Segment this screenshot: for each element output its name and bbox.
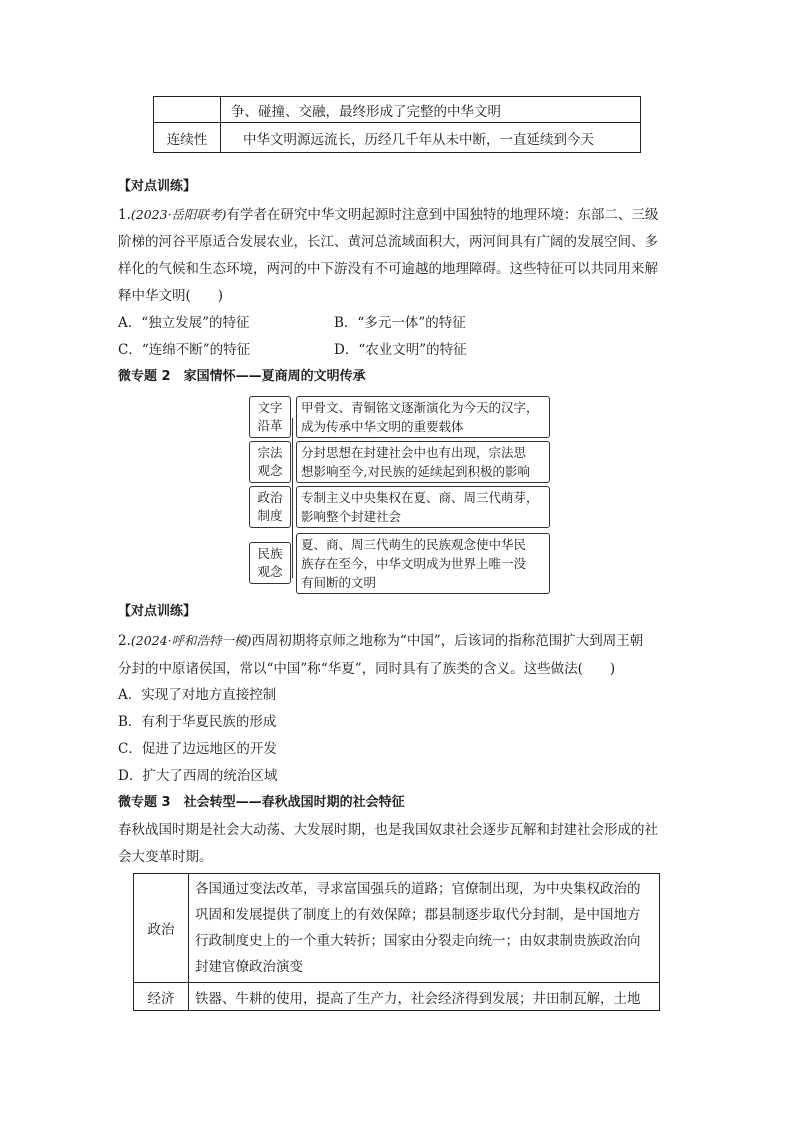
table-text-cell: 铁器、牛耕的使用，提高了生产力，社会经济得到发展；井田制瓦解，土地 <box>189 983 660 1011</box>
diagram-tag: 民族 观念 <box>249 542 291 584</box>
option-b: B．“多元一体”的特征 <box>334 315 466 331</box>
table-label-cell: 政治 <box>134 874 189 983</box>
question-1-line-4: 释中华文明( ) <box>118 288 224 304</box>
question-number: 2. <box>118 633 131 649</box>
table-text-cell: 各国通过变法改革，寻求富国强兵的道路；官僚制出现，为中央集权政治的 巩固和发展提供了制度上的有效保障；郡县制逐步取代分封制，是中国地方 行政制度史上的一个重大转折；国家由分裂走向统一；由奴隶制贵族政治向 封建官僚政治演变 <box>189 874 660 983</box>
question-source: (2024·呼和浩特一模) <box>130 633 252 648</box>
diagram-description: 分封思想在封建社会中也有出现，宗法思 想影响至今,对民族的延续起到积极的影响 <box>296 441 550 483</box>
table-label-cell <box>154 97 221 123</box>
table-text-cell: 中华文明源远流长，历经几千年从未中断，一直延续到今天 <box>221 123 641 153</box>
intro-line-2: 会大变革时期。 <box>118 849 213 865</box>
top-table <box>153 96 641 153</box>
intro-line-1: 春秋战国时期是社会大动荡、大发展时期，也是我国奴隶社会逐步瓦解和封建社会形成的社 <box>118 822 658 838</box>
question-1-line-2: 阶梯的河谷平原适合发展农业，长江、黄河总流域面积大，两河间具有广阔的发展空间、多 <box>118 234 658 250</box>
option-a: A．“独立发展”的特征 <box>118 315 250 331</box>
table-label-cell: 连续性 <box>154 123 221 153</box>
option-c: C．“连绵不断”的特征 <box>118 342 251 358</box>
section-heading: 【对点训练】 <box>118 604 197 619</box>
question-1-line-3: 样化的气候和生态环境，两河的中下游没有不可逾越的地理障碍。这些特征可以共同用来解 <box>118 261 658 277</box>
topic-title: 微专题 3 社会转型——春秋战国时期的社会特征 <box>118 795 405 810</box>
diagram-description: 甲骨文、青铜铭文逐渐演化为今天的汉字， 成为传承中华文明的重要载体 <box>296 396 550 438</box>
diagram-tag: 政治 制度 <box>249 486 291 528</box>
section-heading: 【对点训练】 <box>118 179 197 194</box>
diagram-tag: 文字 沿革 <box>249 396 291 438</box>
question-text: 西周初期将京师之地称为“中国”，后该词的指称范围扩大到周王朝 <box>251 633 644 649</box>
question-source: (2023·岳阳联考) <box>130 207 227 222</box>
question-2-line-2: 分封的中原诸侯国，常以“中国”称“华夏”，同时具有了族类的含义。这些做法( ) <box>118 661 616 677</box>
question-number: 1. <box>118 207 131 223</box>
table-text-cell: 争、碰撞、交融，最终形成了完整的中华文明 <box>221 97 641 123</box>
table-label-cell: 经济 <box>134 983 189 1011</box>
feature-table <box>133 873 660 1011</box>
option-c: C．促进了边远地区的开发 <box>118 741 277 757</box>
option-b: B．有利于华夏民族的形成 <box>118 714 277 730</box>
option-d: D．“农业文明”的特征 <box>334 342 467 358</box>
diagram-description: 专制主义中央集权在夏、商、周三代萌芽， 影响整个封建社会 <box>296 486 550 528</box>
option-d: D．扩大了西周的统治区域 <box>118 768 278 784</box>
diagram-tag: 宗法 观念 <box>249 441 291 483</box>
question-2-line-1 <box>118 632 643 650</box>
topic-title: 微专题 2 家国情怀——夏商周的文明传承 <box>118 369 366 384</box>
diagram-description: 夏、商、周三代萌生的民族观念使中华民 族存在至今，中华文明成为世界上唯一没 有间断的文明 <box>296 533 550 594</box>
question-1-line-1 <box>118 206 658 224</box>
option-a: A．实现了对地方直接控制 <box>118 687 277 703</box>
diagram-connector <box>292 418 293 578</box>
question-text: 有学者在研究中华文明起源时注意到中国独特的地理环境：东部二、三级 <box>226 207 659 223</box>
